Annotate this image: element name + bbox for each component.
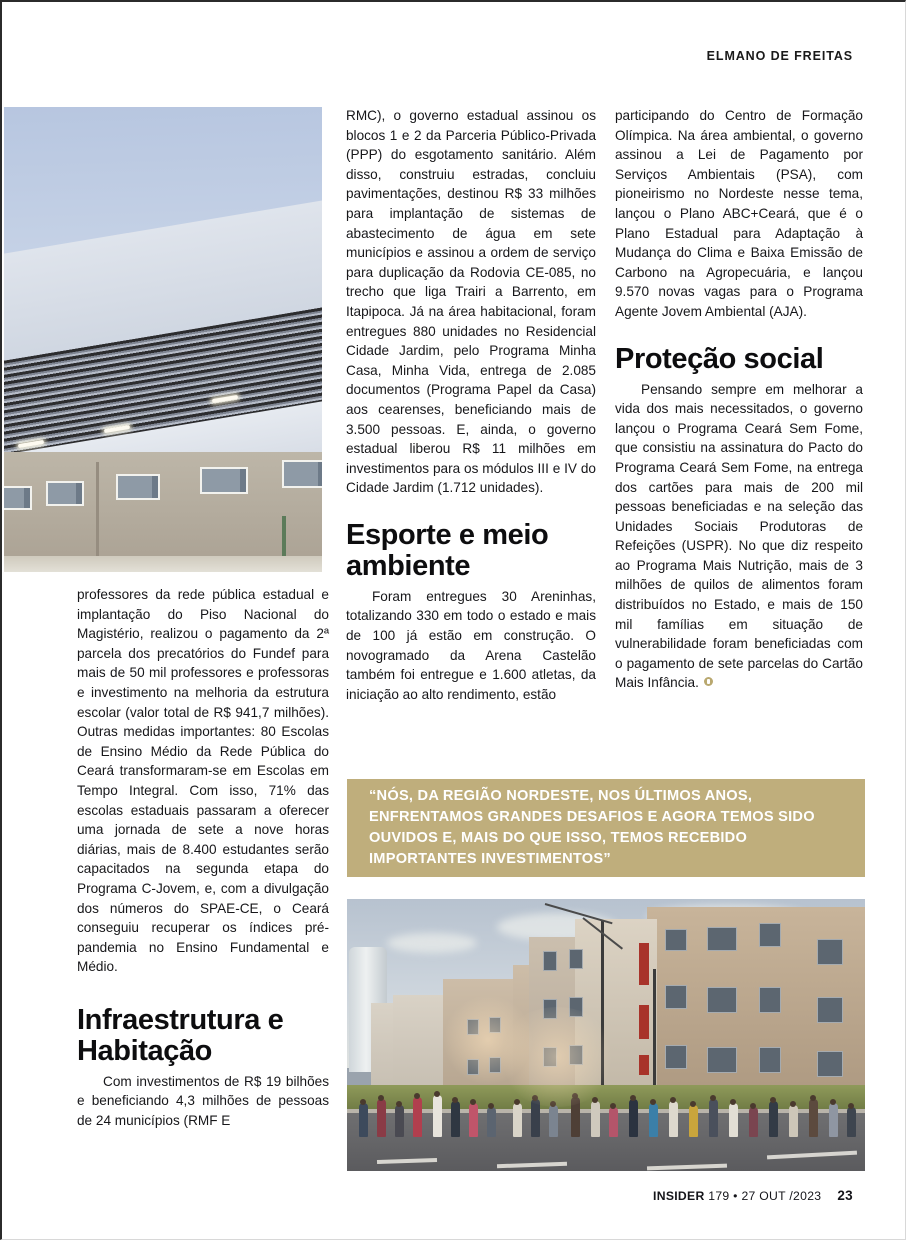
window <box>4 486 32 510</box>
person <box>469 1103 478 1137</box>
person-head <box>488 1103 494 1109</box>
heading-protecao-social: Proteção social <box>615 342 824 375</box>
person <box>513 1103 522 1137</box>
person-head <box>730 1099 736 1105</box>
window <box>707 1047 737 1073</box>
person <box>669 1101 678 1137</box>
person-head <box>360 1099 366 1105</box>
person-head <box>610 1103 616 1109</box>
end-of-article-marker-icon <box>704 677 713 686</box>
person-head <box>790 1101 796 1107</box>
person-head <box>630 1095 636 1101</box>
person <box>629 1099 638 1137</box>
running-head: ELMANO DE FREITAS <box>706 49 853 63</box>
person-head <box>810 1095 816 1101</box>
footer-issue-line: 179 • 27 OUT /2023 <box>708 1189 822 1203</box>
person <box>549 1105 558 1137</box>
column3-paragraph-2-text: Pensando sempre em melhorar a vida dos mais necessitados, o governo lançou o Programa Ceará Sem Fome, que consistiu na assinatura do Pacto do Programa Ceará Sem Fome, na entrega dos cartões para mais de 200 mil pessoas beneficiadas e na seleção das Unidades Sociais Produtoras de Refeições (USPR). No que diz respeito ao Programa Mais Nutrição, mais de 3 milhões de quilos de alimentos foram distribuídos no Estado, e mais de 150 mil famílias em situação de vulnerabilidade foram beneficiadas com o pagamento de sete parcelas do Cartão Mais Infância. <box>615 381 863 691</box>
person <box>847 1107 856 1137</box>
pull-quote-box <box>347 779 865 877</box>
footer-issue <box>653 1189 821 1203</box>
footer-brand: INSIDER <box>653 1189 705 1203</box>
person-head <box>710 1095 716 1101</box>
red-accent-stripe <box>639 943 649 985</box>
person-head <box>750 1103 756 1109</box>
person-head <box>830 1099 836 1105</box>
person-head <box>592 1097 598 1103</box>
text-column-1 <box>77 585 329 1131</box>
window <box>759 1047 781 1073</box>
person-head <box>378 1095 384 1101</box>
person <box>729 1103 738 1137</box>
red-accent-stripe <box>639 1005 649 1039</box>
window <box>569 949 583 969</box>
drain-pipe <box>282 516 286 556</box>
window <box>759 987 781 1013</box>
person-head <box>452 1097 458 1103</box>
person-head <box>770 1097 776 1103</box>
window <box>817 997 843 1023</box>
person-head <box>396 1101 402 1107</box>
person <box>649 1103 658 1137</box>
column2-paragraph-2: Foram entregues 30 Areninhas, totalizando 330 em todo o estado e mais de 100 já estão em construção. O novogramado da Arena Castelão também foi entregue e 1.600 atletas, da iniciação ao alto rendimento, estão <box>346 588 596 702</box>
window <box>665 1045 687 1069</box>
text-column-3 <box>615 106 863 693</box>
person <box>359 1103 368 1137</box>
window <box>817 939 843 965</box>
heading-infraestrutura: Infraestrutura e Habitação <box>77 1003 284 1067</box>
ground-strip <box>4 556 322 572</box>
person-head <box>670 1097 676 1103</box>
window <box>46 481 84 506</box>
person <box>451 1101 460 1137</box>
red-accent-stripe <box>639 1055 649 1075</box>
person <box>689 1105 698 1137</box>
window <box>665 985 687 1009</box>
photo-building-facade <box>4 107 322 572</box>
window <box>282 460 322 488</box>
column3-paragraph-1: participando do Centro de Formação Olímpica. Na área ambiental, o governo assinou a Lei de Pagamento por Serviços Ambientais (PSA), com pioneirismo no Nordeste nesse tema, lançou o Plano ABC+Ceará, que é o Plano Estadual para Adaptação à Mudança do Clima e Baixa Emissão de Carbono na Agropecuária, e lançou 9.570 novas vagas para o Programa Agente Jovem Ambiental (AJA). <box>615 108 863 319</box>
person <box>433 1095 442 1137</box>
utility-pole <box>653 969 656 1093</box>
ground-floor-wall <box>4 452 322 572</box>
person-head <box>434 1091 440 1097</box>
person-head <box>414 1093 420 1099</box>
heading-esporte-meio-ambiente: Esporte e meio ambiente <box>346 518 549 582</box>
photo-housing-crowd <box>347 899 865 1171</box>
person <box>789 1105 798 1137</box>
pull-quote-text: “NÓS, DA REGIÃO NORDESTE, NOS ÚLTIMOS ANOS, ENFRENTAMOS GRANDES DESAFIOS E AGORA TEMOS SIDO OUVIDOS E, MAIS DO QUE ISSO, TEMOS RECEBIDO IMPORTANTES INVESTIMENTOS” <box>369 788 815 867</box>
page-footer <box>653 1188 853 1203</box>
column1-paragraph-1: professores da rede pública estadual e implantação do Piso Nacional do Magistério, realizou o pagamento da 2ª parcela dos precatórios do Fundef para mais de 50 mil professores e professoras e investimento na melhoria da estrutura escolar (valor total de R$ 941,7 milhões). Outras medidas importantes: 80 Escolas de Ensino Médio da Rede Pública do Ceará transformaram-se em Escolas em Tempo Integral. Com isso, 71% das escolas estaduais passaram a oferecer uma jornada de sete a nove horas diárias, mais de 8.400 estudantes serão capacitados na segunda etapa do Programa C-Jovem, e, com a divulgação dos números do SPAE-CE, o Ceará conseguiu recuperar os índices pré-pandemia no Ensino Fundamental e Médio. <box>77 587 329 975</box>
person <box>487 1107 496 1137</box>
person-head <box>650 1099 656 1105</box>
window <box>665 929 687 951</box>
column2-paragraph-1: RMC), o governo estadual assinou os blocos 1 e 2 da Parceria Público-Privada (PPP) do esgotamento sanitário. Além disso, construiu estradas, concluiu pavimentações, destinou R$ 33 milhões para implantação de sistemas de abastecimento de água em sete municípios e assinou a ordem de serviço para duplicação da Rodovia CE-085, no trecho que liga Trairi a Barrento, em Itapipoca. Já na área habitacional, foram entregues 880 unidades no Residencial Cidade Jardim, pelo Programa Minha Casa, Minha Vida, entrega de 2.085 documentos (Programa Papel da Casa) aos cearenses, beneficiando mais de 3.500 pessoas. E, ainda, o governo estadual liberou R$ 11 milhões em investimentos para os módulos III e IV do Cidade Jardim (1.712 unidades). <box>346 108 596 496</box>
window <box>707 927 737 951</box>
person <box>829 1103 838 1137</box>
person-head <box>848 1103 854 1109</box>
window <box>759 923 781 947</box>
lens-flare <box>497 1007 617 1107</box>
person-head <box>690 1101 696 1107</box>
person <box>591 1101 600 1137</box>
text-column-2 <box>346 106 596 704</box>
page-number: 23 <box>837 1188 853 1203</box>
column3-paragraph-2 <box>615 380 863 694</box>
person <box>749 1107 758 1137</box>
column1-paragraph-2: Com investimentos de R$ 19 bilhões e beneficiando 4,3 milhões de pessoas de 24 municípios (RMF E <box>77 1073 329 1129</box>
person <box>769 1101 778 1137</box>
window <box>200 467 248 494</box>
window <box>116 474 160 500</box>
window <box>817 1051 843 1077</box>
window <box>707 987 737 1013</box>
person <box>609 1107 618 1137</box>
grass-verge <box>347 1085 865 1111</box>
person-head <box>470 1099 476 1105</box>
person <box>413 1097 422 1137</box>
person <box>809 1099 818 1137</box>
person <box>709 1099 718 1137</box>
person-head <box>514 1099 520 1105</box>
window <box>543 951 557 971</box>
person <box>395 1105 404 1137</box>
cloud <box>387 933 477 953</box>
person <box>377 1099 386 1137</box>
